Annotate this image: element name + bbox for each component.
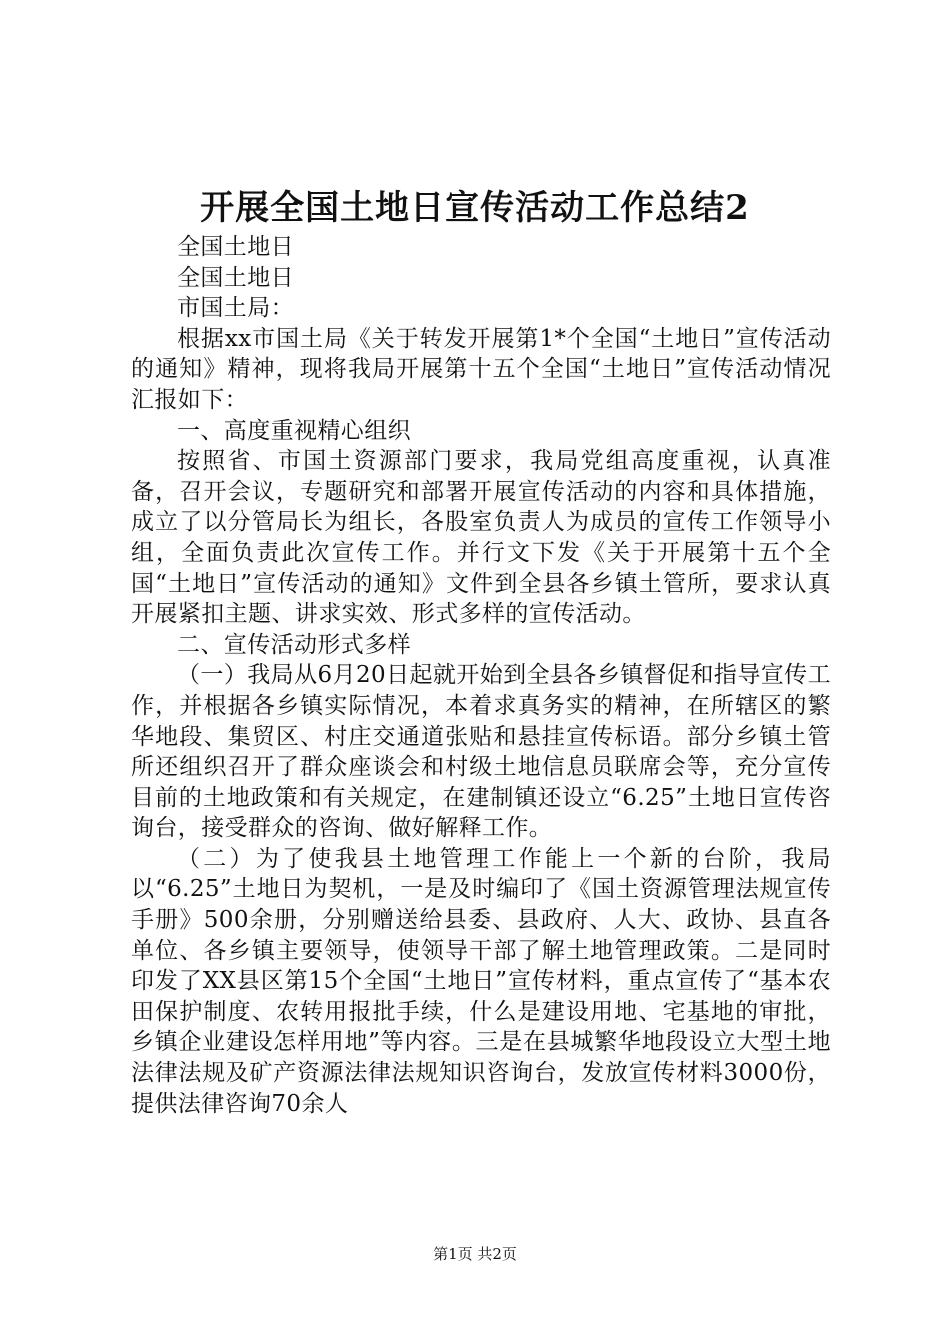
paragraph: 全国土地日: [177, 234, 294, 260]
section-heading: 一、高度重视精心组织: [177, 417, 411, 444]
page-title: 开展全国土地日宣传活动工作总结2: [200, 188, 750, 228]
section-heading: 二、宣传活动形式多样: [177, 631, 411, 658]
paragraph: 根据xx市国土局《关于转发开展第1*个全国“土地日”宣传活动的通知》精神，现将我局开展第十五个全国“土地日”宣传活动情况汇报如下：: [131, 325, 831, 413]
paragraph: （二）为了使我县土地管理工作能上一个新的台阶，我局以“6.25”土地日为契机，一是及时编印了《国土资源管理法规宣传手册》500余册，分别赠送给县委、县政府、人大、政协、县直各单位、各乡镇主要领导，使领导干部了解土地管理政策。二是同时印发了XX县区第15个全国“土地日”宣传材料，重点宣传了“基本农田保护制度、农转用报批手续，什么是建设用地、宅基地的审批，乡镇企业建设怎样用地”等内容。三是在县城繁华地段设立大型土地法律法规及矿产资源法律法规知识咨询台，发放宣传材料3000份，提供法律咨询70余人: [131, 845, 831, 1117]
paragraph: 市国土局：: [177, 295, 294, 322]
paragraph: 全国土地日: [177, 264, 294, 291]
paragraph: 按照省、市国土资源部门要求，我局党组高度重视，认真准备，召开会议，专题研究和部署开展宣传活动的内容和具体措施，成立了以分管局长为组长，各股室负责人为成员的宣传工作领导小组，全面负责此次宣传工作。并行文下发《关于开展第十五个全国“土地日”宣传活动的通知》文件到全县各乡镇土管所，要求认真开展紧扣主题、讲求实效、形式多样的宣传活动。: [131, 448, 831, 628]
document-body: [131, 232, 831, 1119]
page-footer: 第1页 共2页: [433, 1245, 517, 1263]
paragraph: （一）我局从6月20日起就开始到全县各乡镇督促和指导宣传工作，并根据各乡镇实际情况，本着求真务实的精神，在所辖区的繁华地段、集贸区、村庄交通道张贴和悬挂宣传标语。部分乡镇土管所还组织召开了群众座谈会和村级土地信息员联席会等，充分宣传目前的土地政策和有关规定，在建制镇还设立“6.25”土地日宣传咨询台，接受群众的咨询、做好解释工作。: [131, 662, 831, 842]
